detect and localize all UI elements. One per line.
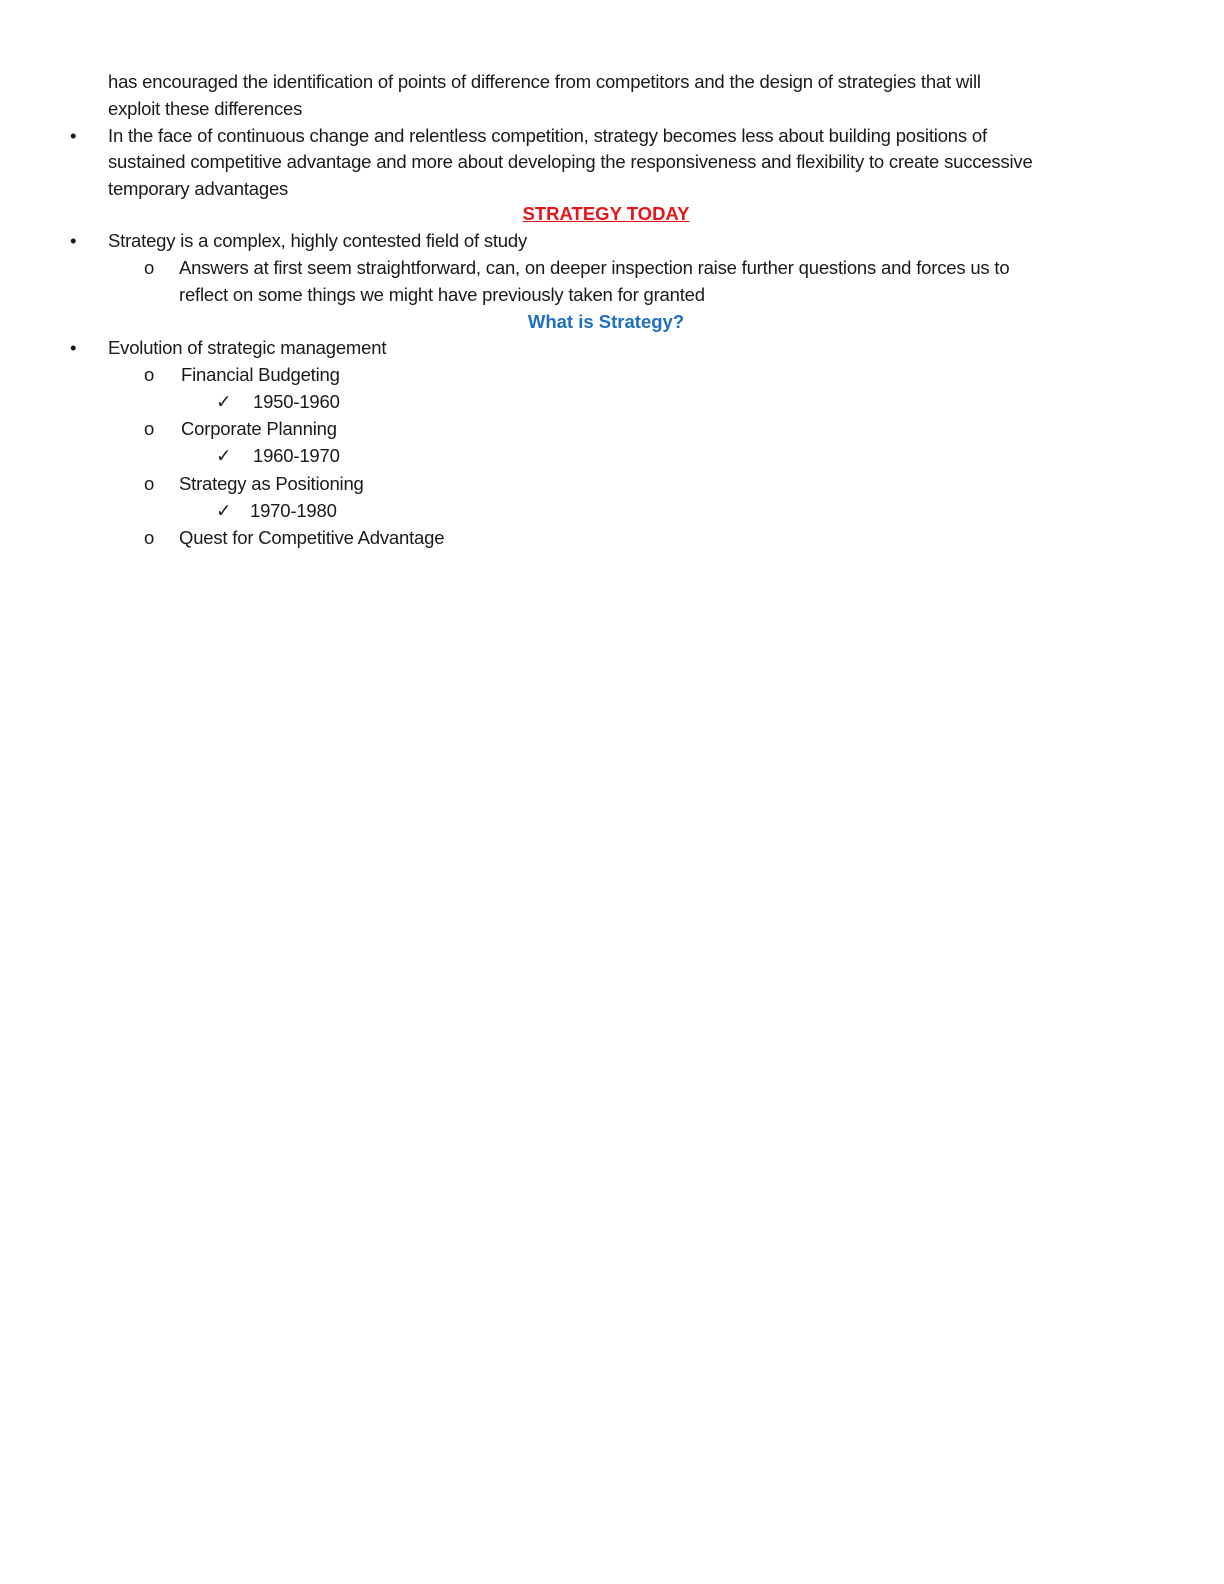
evolution-item-period: 1950-1960 xyxy=(253,391,340,412)
bullet-marker: • xyxy=(70,337,77,358)
evolution-item-label: Financial Budgeting xyxy=(181,364,340,385)
evolution-item-period: 1960-1970 xyxy=(253,445,340,466)
sub-bullet-marker: o xyxy=(144,418,155,439)
sub-bullet-marker: o xyxy=(144,473,155,494)
checkmark-icon: ✓ xyxy=(216,500,232,521)
continuation-line-2: exploit these differences xyxy=(108,98,303,119)
evolution-item-label: Quest for Competitive Advantage xyxy=(179,527,445,548)
bullet-marker: • xyxy=(70,125,77,146)
bullet-change-line-3: temporary advantages xyxy=(108,178,289,199)
heading-strategy-today: STRATEGY TODAY xyxy=(522,203,690,224)
sub-bullet-marker: o xyxy=(144,527,155,548)
evolution-item-label: Strategy as Positioning xyxy=(179,473,364,494)
bullet-change-line-1: In the face of continuous change and relentless competition, strategy becomes less about building positions of xyxy=(108,125,987,146)
checkmark-icon: ✓ xyxy=(216,445,232,466)
sub-bullet-marker: o xyxy=(144,364,155,385)
evolution-item-period: 1970-1980 xyxy=(250,500,337,521)
continuation-line-1: has encouraged the identification of points of difference from competitors and the design of strategies that will xyxy=(108,71,981,92)
evolution-item-label: Corporate Planning xyxy=(181,418,337,439)
sub-bullet-marker: o xyxy=(144,257,155,278)
checkmark-icon: ✓ xyxy=(216,391,232,412)
heading-what-is-strategy: What is Strategy? xyxy=(527,311,685,332)
bullet-evolution-text: Evolution of strategic management xyxy=(108,337,387,358)
sub-answers-line-1: Answers at first seem straightforward, can, on deeper inspection raise further questions and forces us to xyxy=(179,257,1010,278)
bullet-change-line-2: sustained competitive advantage and more about developing the responsiveness and flexibility to create successive xyxy=(108,151,1033,172)
bullet-complex-text: Strategy is a complex, highly contested field of study xyxy=(108,230,528,251)
bullet-marker: • xyxy=(70,230,77,251)
sub-answers-line-2: reflect on some things we might have previously taken for granted xyxy=(179,284,705,305)
